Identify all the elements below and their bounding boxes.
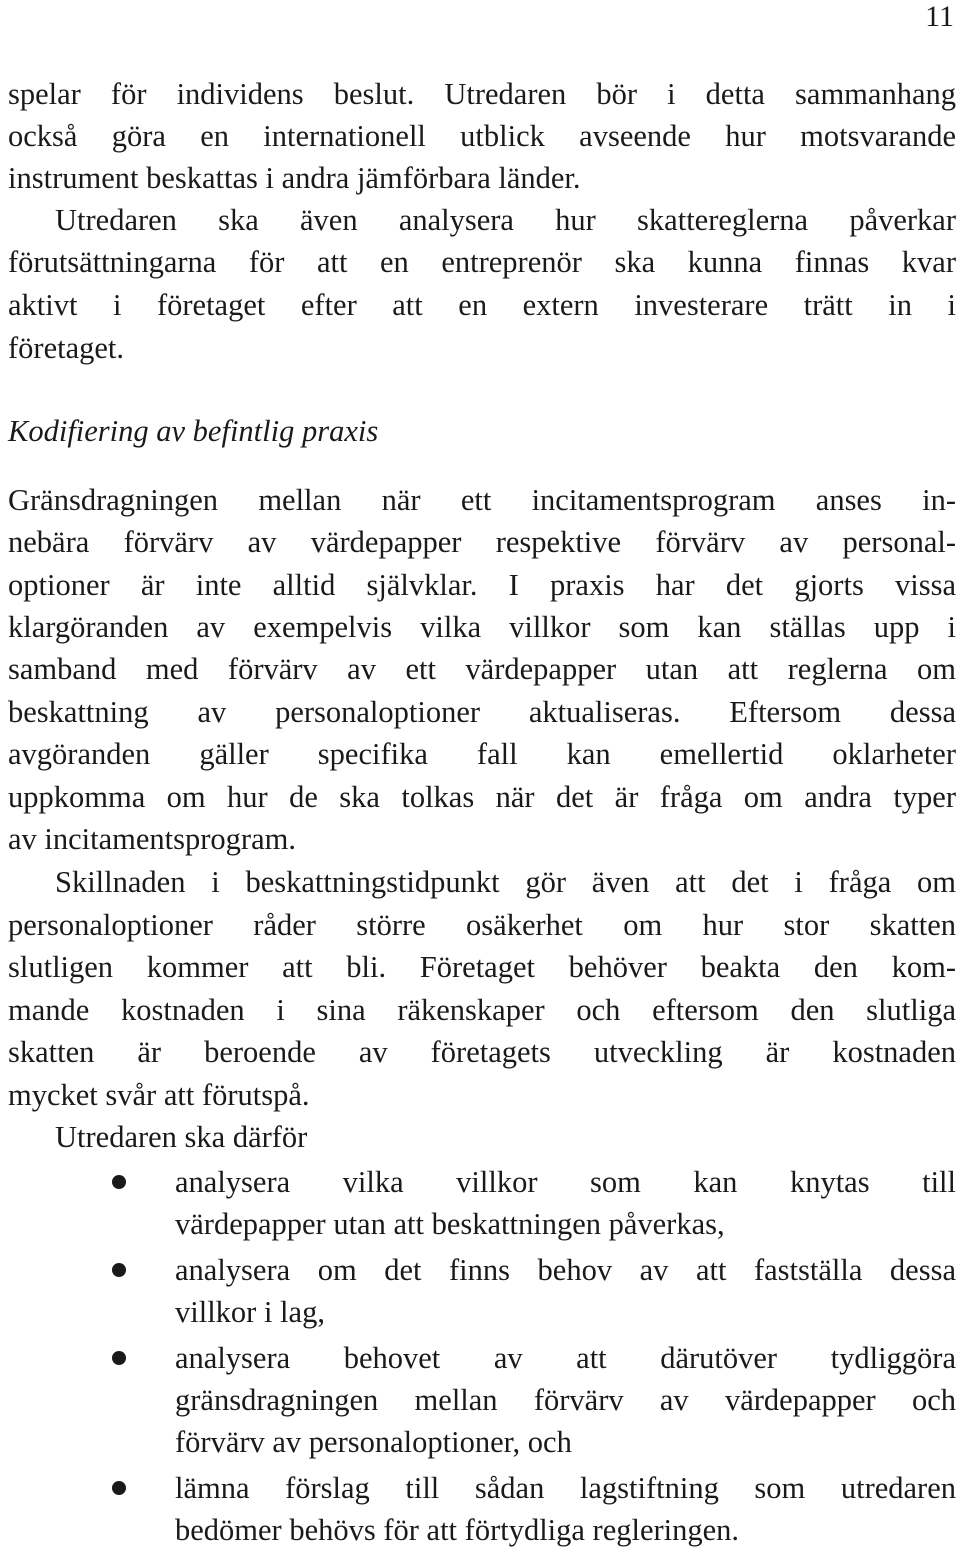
text-line: Utredaren ska även analysera hur skattereglerna påverkar xyxy=(55,203,956,237)
bullet-icon xyxy=(112,1481,126,1495)
text-line: mande kostnaden i sina räkenskaper och eftersom den slutliga xyxy=(8,993,956,1027)
list-item-line: värdepapper utan att beskattningen påverkas, xyxy=(175,1207,725,1241)
text-line: aktivt i företaget efter att en extern investerare trätt in i xyxy=(8,288,956,322)
text-line: klargöranden av exempelvis vilka villkor som kan ställas upp i xyxy=(8,610,956,644)
text-line: avgöranden gäller specifika fall kan emellertid oklarheter xyxy=(8,737,956,771)
section-heading: Kodifiering av befintlig praxis xyxy=(8,414,379,448)
text-line: instrument beskattas i andra jämförbara länder. xyxy=(8,161,581,195)
text-line: Gränsdragningen mellan när ett incitamentsprogram anses in- xyxy=(8,483,956,517)
list-item-line: bedömer behövs för att förtydliga regleringen. xyxy=(175,1513,740,1547)
list-item-line: lämna förslag till sådan lagstiftning som utredaren xyxy=(175,1471,956,1505)
list-item-line: förvärv av personaloptioner, och xyxy=(175,1425,572,1459)
text-line: mycket svår att förutspå. xyxy=(8,1078,310,1112)
bullet-icon xyxy=(112,1175,126,1189)
list-item-line: analysera om det finns behov av att fastställa dessa xyxy=(175,1253,956,1287)
text-line: personaloptioner råder större osäkerhet om hur stor skatten xyxy=(8,908,956,942)
text-line: optioner är inte alltid självklar. I praxis har det gjorts vissa xyxy=(8,568,956,602)
text-line: nebära förvärv av värdepapper respektive förvärv av personal- xyxy=(8,525,956,559)
text-line: slutligen kommer att bli. Företaget behöver beakta den kom- xyxy=(8,950,956,984)
text-line: Skillnaden i beskattningstidpunkt gör även att det i fråga om xyxy=(55,865,956,899)
list-item-line: gränsdragningen mellan förvärv av värdepapper och xyxy=(175,1383,956,1417)
text-line: Utredaren ska därför xyxy=(55,1120,308,1154)
text-line: beskattning av personaloptioner aktualiseras. Eftersom dessa xyxy=(8,695,956,729)
bullet-icon xyxy=(112,1263,126,1277)
page-number: 11 xyxy=(925,0,954,33)
text-line: av incitamentsprogram. xyxy=(8,822,296,856)
text-line: samband med förvärv av ett värdepapper utan att reglerna om xyxy=(8,652,956,686)
text-line: spelar för individens beslut. Utredaren bör i detta sammanhang xyxy=(8,77,956,111)
list-item-line: analysera vilka villkor som kan knytas till xyxy=(175,1165,956,1199)
text-line: också göra en internationell utblick avseende hur motsvarande xyxy=(8,119,956,153)
list-item-line: analysera behovet av att därutöver tydliggöra xyxy=(175,1341,956,1375)
text-line: uppkomma om hur de ska tolkas när det är fråga om andra typer xyxy=(8,780,956,814)
text-line: förutsättningarna för att en entreprenör ska kunna finnas kvar xyxy=(8,245,956,279)
bullet-icon xyxy=(112,1351,126,1365)
text-line: skatten är beroende av företagets utveckling är kostnaden xyxy=(8,1035,956,1069)
list-item-line: villkor i lag, xyxy=(175,1295,325,1329)
text-line: företaget. xyxy=(8,331,124,365)
